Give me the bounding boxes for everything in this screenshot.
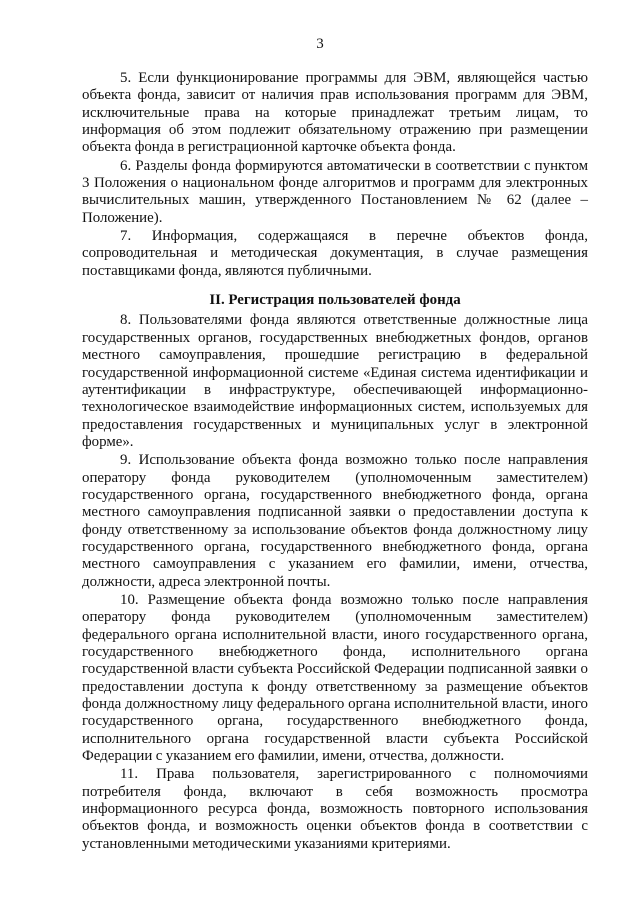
paragraph-11: 11. Права пользователя, зарегистрированного с полномочиями потребителя фонда, включают в себя возможность просмотра информационного ресурса фонда, возможность повторного использования объектов фонда, и возможность оценки объектов фонда в соответствии с установленными методическими указаниями критериями. bbox=[82, 766, 588, 852]
document-body bbox=[82, 70, 588, 853]
section-heading: II. Регистрация пользователей фонда bbox=[209, 292, 461, 309]
paragraph-6: 6. Разделы фонда формируются автоматически в соответствии с пунктом 3 Положения о национальном фонде алгоритмов и программ для электронных вычислительных машин, утвержденного Постановлением № 62 (далее – Положение). bbox=[82, 157, 588, 226]
page-number: 3 bbox=[316, 36, 324, 52]
paragraph-10: 10. Размещение объекта фонда возможно только после направления оператору фонда руководителем (уполномоченным заместителем) федерального органа исполнительной власти, иного государственного органа, государственного внебюджетного фонда, исполнительного органа государственной власти субъекта Российской Федерации подписанной заявки о предоставлении доступа к фонду ответственному за размещение объектов фонда должностному лицу федерального органа исполнительной власти, иного государственного органа, государственного внебюджетного фонда, исполнительного органа государственной власти субъекта Российской Федерации с указанием его фамилии, имени, отчества, должности. bbox=[82, 591, 588, 765]
paragraph-5: 5. Если функционирование программы для ЭВМ, являющейся частью объекта фонда, зависит от наличия прав использования программ для ЭВМ, исключительные права на которые принадлежат третьим лицам, то информация об этом подлежит обязательному отражению при размещении объекта фонда в регистрационной карточке объекта фонда. bbox=[82, 70, 588, 156]
paragraph-7: 7. Информация, содержащаяся в перечне объектов фонда, сопроводительная и методическая документация, в случае размещения поставщиками фонда, являются публичными. bbox=[82, 228, 588, 279]
paragraph-9: 9. Использование объекта фонда возможно только после направления оператору фонда руководителем (уполномоченным заместителем) государственного органа, государственного внебюджетного фонда, органа местного самоуправления подписанной заявки о предоставлении доступа к фонду ответственному за использование объектов фонда должностному лицу государственного органа, государственного внебюджетного фонда, органа местного самоуправления с указанием его фамилии, имени, отчества, должности, адреса электронной почты. bbox=[82, 452, 588, 590]
paragraph-8: 8. Пользователями фонда являются ответственные должностные лица государственных органов, государственных внебюджетных фондов, органов местного самоуправления, прошедшие регистрацию в федеральной государственной информационной системе «Единая система идентификации и аутентификации в инфраструктуре, обеспечивающей информационно-технологическое взаимодействие информационных систем, используемых для предоставления государственных и муниципальных услуг в электронной форме». bbox=[82, 312, 588, 450]
